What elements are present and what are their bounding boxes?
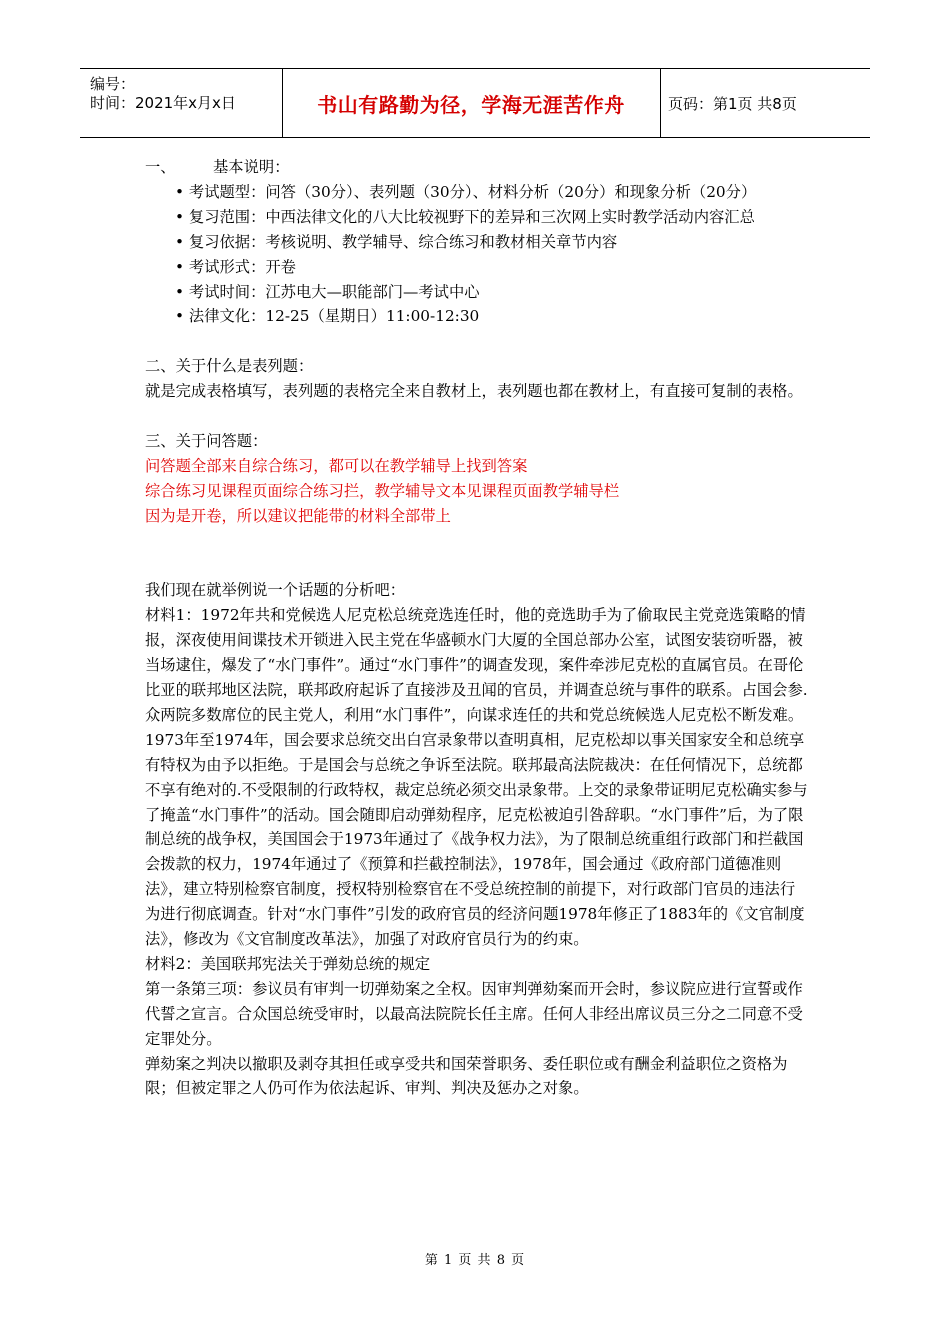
header-motto-cell [282,69,661,137]
bullet-legal-culture: • 法律文化：12-25（星期日）11:00-12:30 [145,304,810,329]
bullet-exam-types: • 考试题型：问答（30分）、表列题（30分）、材料分析（20分）和现象分析（20分） [145,180,810,205]
header-motto: 书山有路勤为径，学海无涯苦作舟 [317,92,625,117]
bullet-review-basis: • 复习依据：考核说明、教学辅导、综合练习和教材相关章节内容 [145,230,810,255]
bullet-review-scope: • 复习范围：中西法律文化的八大比较视野下的差异和三次网上实时教学活动内容汇总 [145,205,810,230]
bullet-exam-form: • 考试形式：开卷 [145,255,810,280]
section-2-heading: 二、关于什么是表列题： [145,357,314,376]
document-number-label: 编号： [90,75,136,93]
document-header [80,68,870,138]
section-2-text: 就是完成表格填写，表列题的表格完全来自教材上，表列题也都在教材上，有直接可复制的表格。 [145,382,803,401]
header-meta-cell [80,69,283,137]
section-1-number: 一、 [145,158,176,176]
section-3-note-2: 综合练习见课程页面综合练习拦，教学辅导文本见课程页面教学辅导栏 [145,481,620,500]
header-page-code: 页码：第1页 共8页 [668,94,797,113]
material-2-paragraph-2: 弹劾案之判决以撤职及剥夺其担任或享受共和国荣誉职务、委任职位或有酬金利益职位之资格为限；但被定罪之人仍可作为依法起诉、审判、判决及惩办之对象。 [145,1054,788,1098]
material-2-paragraph-1: 第一条第三项：参议员有审判一切弹劾案之全权。因审判弹劾案而开会时，参议院应进行宣誓或作代誓之宣言。合众国总统受审时，以最高法院院长任主席。任何人非经出席议员三分之二同意不受定罪处分。 [145,979,803,1048]
section-3-note-1: 问答题全部来自综合练习，都可以在教学辅导上找到答案 [145,456,528,475]
header-page-cell [660,69,870,137]
document-body [145,155,810,1101]
section-1-title: 基本说明： [213,158,290,176]
page-footer: 第 1 页 共 8 页 [424,1253,526,1268]
example-intro: 我们现在就举例说一个话题的分析吧： [145,581,406,600]
material-1-paragraph: 材料1：1972年共和党候选人尼克松总统竞选连任时，他的竞选助手为了偷取民主党竞选策略的情报，深夜使用间谍技术开锁进入民主党在华盛顿水门大厦的全国总部办公室，试图安装窃听器，被当场逮住，爆发了“水门事件”。通过“水门事件”的调查发现，案件牵涉尼克松的直属官员。在哥伦比亚的联邦地区法院，联邦政府起诉了直接涉及丑闻的官员，并调查总统与事件的联系。占国会参.众两院多数席位的民主党人，利用“水门事件”，向谋求连任的共和党总统候选人尼克松不断发难。1973年至1974年，国会要求总统交出白宫录象带以查明真相，尼克松却以事关国家安全和总统享有特权为由予以拒绝。于是国会与总统之争诉至法院。联邦最高法院裁决：在任何情况下，总统都不享有绝对的.不受限制的行政特权，裁定总统必须交出录象带。上交的录象带证明尼克松确实参与了掩盖“水门事件”的活动。国会随即启动弹劾程序，尼克松被迫引咎辞职。“水门事件”后，为了限制总统的战争权，美国国会于1973年通过了《战争权力法》，为了限制总统重组行政部门和拦截国会拨款的权力，1974年通过了《预算和拦截控制法》，1978年，国会通过《政府部门道德准则法》，建立特别检察官制度，授权特别检察官在不受总统控制的前提下，对行政部门官员的违法行为进行彻底调查。针对“水门事件”引发的政府官员的经济问题1978年修正了1883年的《文官制度法》，修改为《文官制度改革法》，加强了对政府官员行为的约束。 [145,606,808,949]
section-1-heading [145,155,810,180]
section-3-heading: 三、关于问答题： [145,431,268,450]
document-date: 时间：2021年x月x日 [90,94,236,112]
section-3-note-3: 因为是开卷，所以建议把能带的材料全部带上 [145,506,451,525]
bullet-exam-time: • 考试时间：江苏电大—职能部门—考试中心 [145,280,810,305]
material-2-title: 材料2：美国联邦宪法关于弹劾总统的规定 [145,954,431,973]
